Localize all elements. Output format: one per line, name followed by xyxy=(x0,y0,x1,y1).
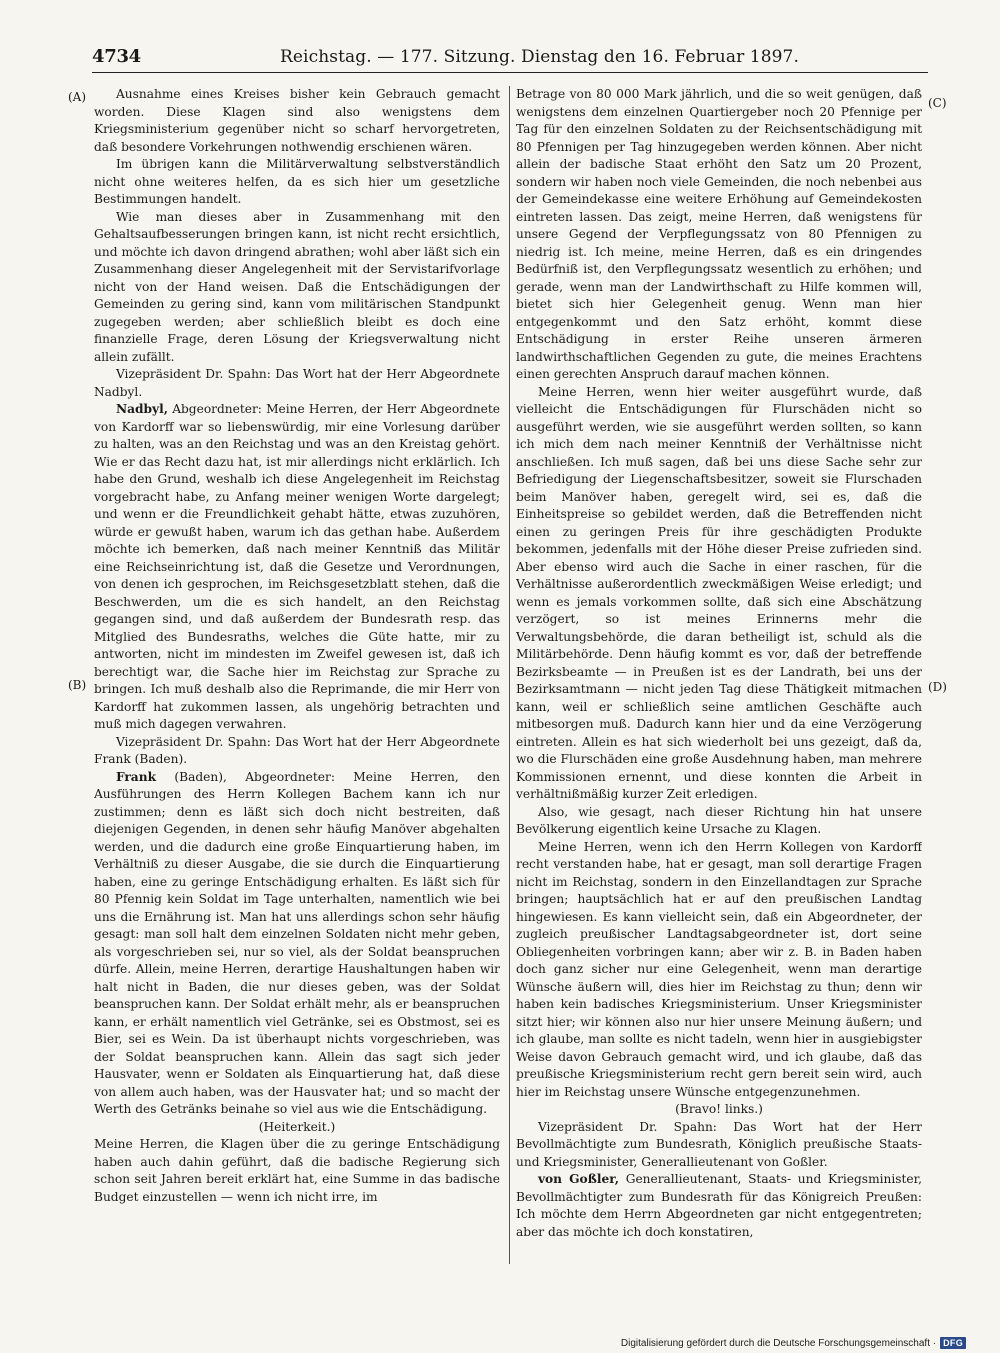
paragraph-text: (Heiterkeit.) xyxy=(258,1119,336,1134)
paragraph xyxy=(516,839,922,1102)
running-head: Reichstag. — 177. Sitzung. Dienstag den 16. Februar 1897. xyxy=(280,47,799,67)
paragraph xyxy=(94,1119,500,1137)
paragraph xyxy=(94,86,500,156)
footer-credit: Digitalisierung gefördert durch die Deutsche Forschungsgemeinschaft · xyxy=(620,1337,937,1349)
paragraph xyxy=(94,769,500,1119)
paragraph-text: Betrage von 80 000 Mark jährlich, und die so weit genügen, daß wenigstens dem einzelnen Quartiergeber noch 20 Pfennige per Tag für den einzelnen Soldaten zu der Reichsentschädigung mit 80 Pfennigen per Tag hinzugegeben werden können. Aber nicht allein der badische Staat erhöht den Satz um 20 Prozent, sondern wir haben noch viele Gemeinden, die noch nebenbei aus der Gemeindekasse eine weitere Erhöhung auf Gemeindekosten eintreten lassen. Das zeigt, meine Herren, daß wenigstens für unsere Gegend der Verpflegungssatz von 80 Pfennigen zu niedrig ist. Ich meine, meine Herren, daß es ein dringendes Bedürfniß ist, den Verpflegungssatz wesentlich zu erhöhen; und gerade, wenn man der Landwirthschaft zu Hilfe kommen will, bietet sich hier Gelegenheit genug. Wenn man hier entgegenkommt und den Satz erhöht, kommt diese Entschädigung in erster Reihe unseren ärmeren landwirthschaftlichen Gegenden zu gute, die meines Erachtens einen gerechten Anspruch darauf machen können. xyxy=(516,87,922,381)
column-divider xyxy=(509,86,510,1264)
margin-marker-c: (C) xyxy=(928,96,947,110)
paragraph xyxy=(94,156,500,209)
margin-marker-a: (A) xyxy=(68,90,87,104)
paragraph-text: Vizepräsident Dr. Spahn: Das Wort hat der Herr Abgeordnete Nadbyl. xyxy=(94,367,500,399)
paragraph xyxy=(94,1136,500,1206)
paragraph xyxy=(516,1171,922,1241)
paragraph-text: Meine Herren, wenn hier weiter ausgeführt wurde, daß vielleicht die Entschädigungen für Flurschäden nicht so ausgeführt werden, wie sie ausgeführt werden sollten, so kann ich mich dem nach meiner Kenntniß der Verhältnisse nicht anschließen. Ich muß sagen, daß bei uns diese Sache sehr zur Befriedigung der Liegenschaftsbesitzer, soweit sie Flurschaden beim Manöver haben, geregelt wird, sei es, daß die Einheitspreise so gebildet werden, daß die Betreffenden nicht einen zu geringen Preis für ihre geschädigten Produkte bekommen, jedenfalls mit der Höhe dieser Preise zufrieden sind. Aber ebenso wird auch die Sache in einer raschen, für die Verhältnisse außerordentlich zweckmäßigen Weise erledigt; und wenn es jemals vorkommen sollte, daß sich eine Abschätzung verzögert, so ist meines Erinnerns mehr die Verwaltungsbehörde, die daran betheiligt ist, schuld als die Militärbehörde. Denn häufig kommt es vor, daß der betreffende Bezirksbeamte — in Preußen ist es der Landrath, bei uns der Bezirksamtmann — nicht jeden Tag diese Thätigkeit mitmachen kann, weil er schließlich seine amtlichen Geschäfte auch mitbesorgen muß. Dadurch kann hier und da eine Verzögerung eintreten. Allein es hat sich wiederholt bei uns gezeigt, daß da, wo die Flurschäden eine große Ausdehnung haben, man mehrere Kommissionen ernennt, und diese konnten die Arbeit in verhältnißmäßig kurzer Zeit erledigen. xyxy=(516,384,922,801)
right-column xyxy=(516,86,922,1266)
paragraph-text: Meine Herren, die Klagen über die zu geringe Entschädigung haben auch dahin geführt, daß die badische Regierung sich schon seit Jahren bereit erklärt hat, eine Summe in das badische Budget einzustellen — wenn ich nicht irre, im xyxy=(94,1137,500,1204)
paragraph-text: (Baden), Abgeordneter: Meine Herren, den Ausführungen des Herrn Kollegen Bachem kann ich nur zustimmen; denn es läßt sich doch nicht bestreiten, daß diejenigen Gegenden, in denen sehr häufig Manöver abgehalten werden, und die dadurch eine große Einquartierung haben, im Verhältniß zu dieser Ausgabe, die sie durch die Einquartierung haben, eine zu geringe Entschädigung erhalten. Es läßt sich für 80 Pfennig kein Soldat im Tage unterhalten, namentlich wie bei uns die Ernährung ist. Man hat uns allerdings schon sehr häufig gesagt: man soll halt dem einzelnen Soldaten nicht mehr geben, als vorgeschrieben sei, nur so viel, als der Soldat beanspruchen dürfe. Allein, meine Herren, derartige Haushaltungen haben wir halt nicht in Baden, die nur dieses geben, was der Soldat beanspruchen kann. Der Soldat erhält mehr, als er beanspruchen kann, er erhält namentlich viel Getränke, sei es Obstmost, sei es Bier, sei es Wein. Da ist überhaupt nichts vorgeschrieben, was der Soldat beanspruchen kann. Allein das sagt sich jeder Hausvater, wenn er Soldaten als Einquartierung hat, daß diese von allem auch haben, was der Hausvater hat; und so macht der Werth des Getränks beinahe so viel aus wie die Entschädigung. xyxy=(94,769,500,1116)
paragraph-text: Abgeordneter: Meine Herren, der Herr Abgeordnete von Kardorff war so liebenswürdig, mir eine Vorlesung darüber zu halten, was an den Reichstag und was an den Kreistag gehört. Wie er das Recht dazu hat, ist mir allerdings nicht erklärlich. Ich habe den Grund, weshalb ich diese Angelegenheit im Reichstag vorgebracht habe, zu Anfang meiner wenigen Worte dargelegt; und wenn er die Freundlichkeit gehabt hätte, etwas zuzuhören, würde er gewußt haben, warum ich das gethan habe. Außerdem möchte ich bemerken, daß nach meiner Kenntniß das Militär eine Reichseinrichtung ist, daß die Gesetze und Verordnungen, von denen ich gesprochen, im Reichsgesetzblatt stehen, daß die Beschwerden, um die es sich handelt, an den Reichstag gegangen sind, und daß außerdem der Bundesrath resp. das Mitglied des Bundesraths, welches die Güte hatte, mir zu antworten, nicht im mindesten im Zweifel gewesen ist, daß ich berechtigt war, die Sache hier im Reichstag zur Sprache zu bringen. Ich muß deshalb also die Reprimande, die mir Herr von Kardorff hat zukommen lassen, als ungehörig betrachten und muß mich dagegen verwahren. xyxy=(94,402,500,731)
left-column xyxy=(94,86,500,1266)
paragraph xyxy=(94,734,500,769)
page-header xyxy=(92,44,928,73)
margin-marker-b: (B) xyxy=(68,678,87,692)
page-number: 4734 xyxy=(92,46,141,67)
paragraph xyxy=(516,1101,922,1119)
paragraph-text: Vizepräsident Dr. Spahn: Das Wort hat der Herr Abgeordnete Frank (Baden). xyxy=(94,734,500,766)
paragraph xyxy=(516,804,922,839)
paragraph xyxy=(94,209,500,367)
paragraph xyxy=(516,1119,922,1172)
paragraph xyxy=(94,401,500,734)
speaker-name: Frank xyxy=(115,769,157,784)
speaker-name: von Goßler, xyxy=(537,1172,620,1186)
paragraph xyxy=(516,86,922,384)
paragraph xyxy=(516,384,922,804)
paragraph-text: Generallieutenant, Staats- und Kriegsminister, Bevollmächtigter zum Bundesrath für das Königreich Preußen: Ich möchte dem Herrn Abgeordneten gar nicht entgegentreten; aber das möchte ich doch konstatiren, xyxy=(516,1172,922,1239)
paragraph-text: (Bravo! links.) xyxy=(675,1102,763,1116)
paragraph-text: Meine Herren, wenn ich den Herrn Kollegen von Kardorff recht verstanden habe, hat er gesagt, man soll derartige Fragen nicht im Reichstag, sondern in den Einzellandtagen zur Sprache bringen; hauptsächlich hat er auf den preußischen Landtag hingewiesen. Es kann vielleicht sein, daß ein Abgeordneter, der zugleich preußischer Landtagsabgeordneter ist, dort seine Obliegenheiten vorbringen kann; aber wir z. B. in Baden haben doch ganz sicher nur eine Gelegenheit, wenn man derartige Wünsche äußern will, dies hier im Reichstag zu thun; denn wir haben kein badisches Kriegsministerium. Unser Kriegsminister sitzt hier; wir können also nur hier unsere Meinung äußern; und ich glaube, man sollte es nicht tadeln, wenn hier in ausgiebigster Weise davon Gebrauch gemacht wird, und ich glaube, daß das preußische Kriegsministerium recht gern bereit sein wird, auch hier im Reichstag unsere Wünsche entgegenzunehmen. xyxy=(516,839,922,1099)
margin-marker-d: (D) xyxy=(928,680,947,694)
paragraph-text: Vizepräsident Dr. Spahn: Das Wort hat der Herr Bevollmächtigte zum Bundesrath, Königlich preußische Staats- und Kriegsminister, Generallieutenant von Goßler. xyxy=(516,1119,922,1169)
paragraph-text: Im übrigen kann die Militärverwaltung selbstverständlich nicht ohne weiteres helfen, da es sich hier um gesetzliche Bestimmungen handelt. xyxy=(94,157,500,206)
paragraph xyxy=(94,366,500,401)
paragraph-text: Also, wie gesagt, nach dieser Richtung hin hat unsere Bevölkerung eigentlich keine Ursache zu Klagen. xyxy=(516,804,922,836)
paragraph-text: Ausnahme eines Kreises bisher kein Gebrauch gemacht worden. Diese Klagen sind also wenigstens dem Kriegsministerium gegenüber nicht so scharf hervorgetreten, daß besondere Vorkehrungen nothwendig erschienen wären. xyxy=(94,87,500,154)
paragraph-text: Wie man dieses aber in Zusammenhang mit den Gehaltsaufbesserungen bringen kann, ist nicht recht ersichtlich, und möchte ich davon dringend abrathen; wohl aber läßt sich ein Zusammenhang dieser Angelegenheit mit der Servistarifvorlage nicht von der Hand weisen. Daß die Entschädigungen der Gemeinden zu gering sind, kann vom militärischen Standpunkt zugegeben werden; aber schließlich bleibt es doch eine finanzielle Frage, deren Lösung der Kriegsverwaltung nicht allein zufällt. xyxy=(94,209,500,364)
footer xyxy=(621,1335,966,1351)
speaker-name: Nadbyl, xyxy=(115,402,168,416)
dfg-logo: DFG xyxy=(940,1337,966,1349)
